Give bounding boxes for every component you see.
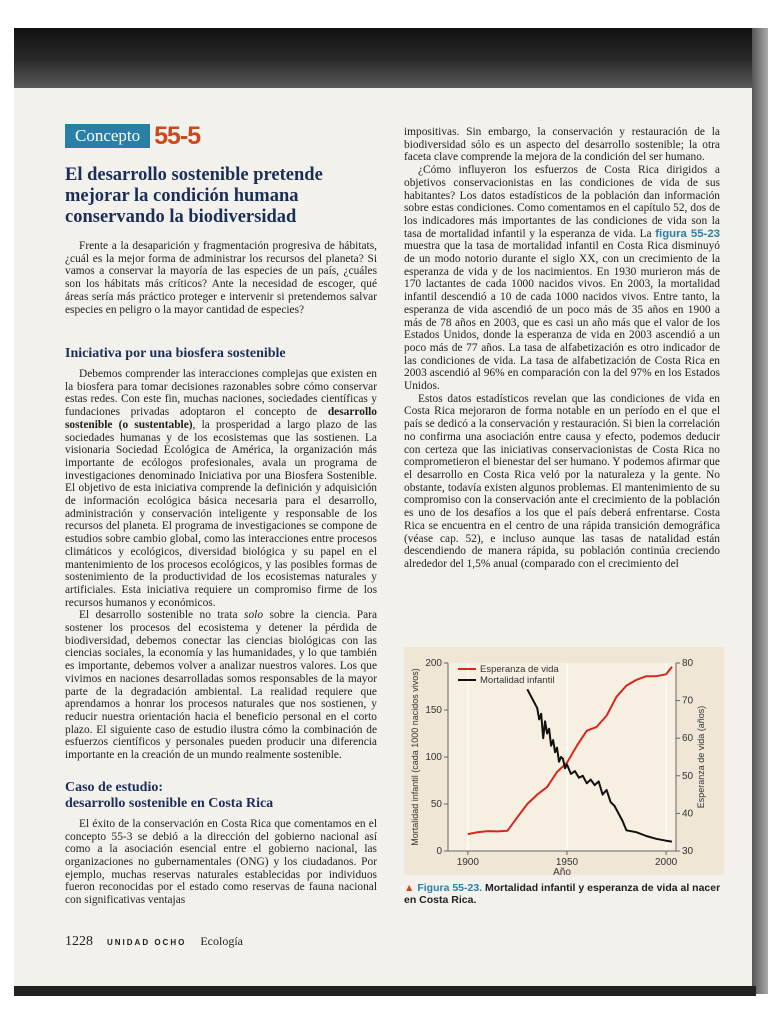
section-title-iniciativa: Iniciativa por una biosfera sostenible xyxy=(65,346,286,361)
paragraph: impositivas. Sin embargo, la conservación y restauración de la biodiversidad sólo es un aspecto del desarrollo sostenible; la otra faceta clave comprende la mejora de la condición del ser humano. xyxy=(404,126,720,164)
concept-number: 55-5 xyxy=(154,121,201,150)
topic-label: Ecología xyxy=(200,934,243,948)
x-axis-label: Año xyxy=(553,867,571,875)
line-chart xyxy=(404,647,724,875)
page-number: 1228 xyxy=(65,934,93,949)
paragraph xyxy=(404,164,720,393)
text-run: sobre la ciencia. Para sostener los procesos del ecosistema y detener la pérdida de biodiversidad, debemos conectar las ciencias biológicas con las ciencias sociales, la economía y las humanidades, y lo que también es importante, debemos volver a analizar nuestros valores. Los que vivimos en naciones desarrolladas somos responsables de la mayor parte de la degradación ambiental. La realidad requiere que aprendamos a honrar los procesos naturales que nos sostienen, y reducir nuestra orientación hacia el beneficio personal en el corto plazo. El siguiente caso de estudio ilustra cómo la combinación de esfuerzos científicos y personales pueden producir una diferencia importante en la creación de un mundo realmente sostenible. xyxy=(65,609,377,762)
y-axis-label-right: Esperanza de vida (años) xyxy=(696,705,706,809)
y-axis-label-left: Mortalidad infantil (cada 1000 nacidos vivos) xyxy=(410,668,420,846)
left-column-main xyxy=(65,346,377,907)
italic-term: solo xyxy=(244,609,264,622)
concept-badge xyxy=(65,123,200,149)
y-tick-label-right: 50 xyxy=(682,770,694,782)
bold-term: desarrollo sostenible (o sustentable) xyxy=(65,406,377,431)
unit-label: UNIDAD OCHO xyxy=(107,938,187,947)
section-title-caso xyxy=(65,780,377,812)
intro-paragraph: Frente a la desaparición y fragmentación progresiva de hábitats, ¿cuál es la mejor forma de administrar los recursos del planeta? Si vamos a conservar la mayoría de las especies de un país, ¿cuáles son los hábitats más críticos? Ante la necesidad de escoger, qué áreas sería más práctico proteger e intervenir si pretendemos salvar especies en peligro o la mayor cantidad de especies? xyxy=(65,240,377,316)
scan-bottom-edge xyxy=(14,986,756,996)
text-run: ¿Cómo influyeron los esfuerzos de Costa Rica dirigidos a objetivos conservacionistas en las condiciones de vida de sus habitantes? Los datos estadísticos de la población dan información sobre estas condiciones. Como comentamos en el capítulo 52, dos de los indicadores más importantes de las condiciones de vida son la tasa de mortalidad infantil y la esperanza de vida. La xyxy=(404,164,720,240)
concept-label: Concepto xyxy=(65,124,150,148)
page-footer xyxy=(65,934,243,950)
text-run: , la prosperidad a largo plazo de las sociedades humanas y de los ecosistemas que las sostienen. La visionaria Sociedad Ecológica de América, la organización más importante de ecólogos profesionales, avala un programa de investigaciones denominado Iniciativa por una Biosfera Sostenible. El objetivo de esta iniciativa comprende la definición y adquisición de información ecológica básica necesaria para el desarrollo, administración y conservación inteligente y responsable de los recursos del planeta. El programa de investigaciones se compone de estudios sobre cambio global, como las interacciones entre procesos climáticos y ecológicos, diversidad biológica y su papel en el mantenimiento de los procesos ecológicos, y las posibles formas de sostenimiento de la productividad de los ecosistemas naturales y artificiales. Esta iniciativa requiere un compromiso firme de los recursos humanos y económicos. xyxy=(65,418,377,609)
y-tick-label-right: 40 xyxy=(682,808,694,820)
text-run: El desarrollo sostenible no trata xyxy=(79,609,245,622)
legend-label: Mortalidad infantil xyxy=(480,675,555,686)
caption-text: Mortalidad infantil y esperanza de vida al nacer en Costa Rica. xyxy=(404,882,721,906)
scan-top-edge xyxy=(14,28,756,88)
x-tick-label: 1900 xyxy=(456,857,479,868)
caption-figure-label: Figura 55-23. xyxy=(417,882,483,894)
y-tick-label-left: 0 xyxy=(436,846,442,857)
y-tick-label-left: 200 xyxy=(425,658,442,669)
y-tick-label-left: 150 xyxy=(425,705,442,716)
text-run: muestra que la tasa de mortalidad infantil en Costa Rica disminuyó de un modo notorio durante el siglo XX, con un crecimiento de la esperanza de vida y de los nacimientos. En 1930 murieron más de 170 lactantes de cada 1000 nacidos vivos. En 2003, la mortalidad infantil descendió a 10 de cada 1000 nacidos vivos. Entre tanto, la esperanza de vida ascendió de un poco más de 35 años en 1900 a más de 78 años en 2003, que es casi un año más que el valor de los Estados Unidos, donde la esperanza de vida en 2003 ascendió a un poco más de 77 años. La tasa de alfabetización es otro indicador de las condiciones de vida. La tasa de alfabetización de Costa Rica en 2003 ascendió al 96% en comparación con la del 97% en los Estados Unidos. xyxy=(404,240,720,393)
figure-reference: figura 55-23 xyxy=(655,227,720,240)
y-tick-label-right: 80 xyxy=(682,658,694,669)
section-title-line: desarrollo sostenible en Costa Rica xyxy=(65,795,274,811)
y-tick-label-right: 60 xyxy=(682,733,694,745)
y-tick-label-right: 70 xyxy=(682,695,694,707)
y-tick-label-left: 100 xyxy=(425,752,442,763)
y-tick-label-right: 30 xyxy=(682,846,694,857)
figure-panel xyxy=(404,647,724,875)
right-column xyxy=(404,126,720,571)
paragraph xyxy=(65,368,377,609)
paragraph: El éxito de la conservación en Costa Rica que comentamos en el concepto 55-3 se debió a la dirección del gobierno nacional así como a la asociación esencial entre el gobierno nacional, las organizaciones no gubernamentales (ONG) y los ciudadanos. Por ejemplo, muchas reservas naturales establecidas por individuos fueron reconocidas por el estado como reservas de fauna nacional con significativas ventajas xyxy=(65,817,377,907)
y-tick-label-left: 50 xyxy=(430,799,442,810)
text-run: Debemos comprender las interacciones complejas que existen en la biosfera para tomar decisiones razonables sobre cómo conservar estas redes. Con este fin, muchas naciones, sociedades científicas y fundaciones privadas adoptaron el concepto de xyxy=(65,368,377,419)
page-title: El desarrollo sostenible pretende mejorar la condición humana conservando la biodiversidad xyxy=(65,165,323,227)
caption-marker: ▲ xyxy=(404,882,415,894)
scan-right-edge xyxy=(752,28,768,994)
paragraph xyxy=(65,609,377,761)
left-column-intro xyxy=(65,240,377,316)
paragraph: Estos datos estadísticos revelan que las condiciones de vida en Costa Rica mejoraron de forma notable en un período en el que el país se dedicó a la conservación y restauración. Si bien la correlación no confirma una asociación entre causa y efecto, podemos deducir con certeza que las iniciativas conservacionistas de Costa Rica no comprometieron el bienestar del ser humano. Y podemos afirmar que el desarrollo en Costa Rica veló por la naturaleza y la gente. No obstante, todavía existen algunos problemas. El mantenimiento de su compromiso con la conservación ante el crecimiento de la población es uno de los desafíos a los que el país deberá enfrentarse. Costa Rica se encuentra en el centro de una rápida transición demográfica (véase cap. 52), e incluso aunque las tasas de natalidad están descendiendo de manera rápida, su población continúa creciendo alrededor del 1,5% anual (comparado con el crecimiento del xyxy=(404,392,720,570)
figure-caption xyxy=(404,882,726,906)
x-tick-label: 1950 xyxy=(555,857,579,868)
section-title-line: Caso de estudio: xyxy=(65,779,164,795)
x-tick-label: 2000 xyxy=(654,857,678,868)
legend-label: Esperanza de vida xyxy=(480,664,559,675)
